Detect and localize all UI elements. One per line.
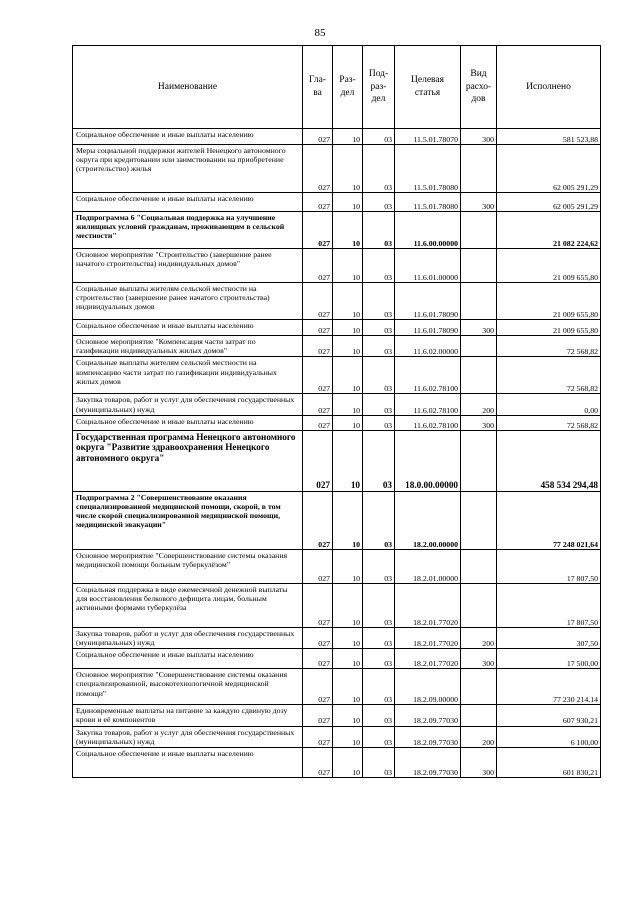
row-podrazdel: 03 <box>363 357 395 394</box>
table-row <box>73 357 601 394</box>
row-name: Единовременные выплаты на питание за каждую сдвиную дозу крови и её компонентов <box>73 705 303 726</box>
row-expense-type <box>461 549 497 583</box>
row-podrazdel: 03 <box>363 649 395 669</box>
row-expense-type: 300 <box>461 193 497 212</box>
row-executed: 21 009 655,80 <box>497 283 601 320</box>
row-executed: 307,50 <box>497 627 601 648</box>
row-podrazdel: 03 <box>363 145 395 193</box>
row-executed: 21 009 655,80 <box>497 320 601 336</box>
table-row <box>73 129 601 145</box>
row-expense-type: 300 <box>461 320 497 336</box>
row-razdel: 10 <box>333 627 363 648</box>
table-row <box>73 283 601 320</box>
table-row <box>73 320 601 336</box>
row-expense-type <box>461 705 497 726</box>
row-glava: 027 <box>303 415 333 430</box>
row-target-article: 11.6.02.78100 <box>395 357 461 394</box>
row-name: Закупка товаров, работ и услуг для обеспечения государственных (муниципальных) нужд <box>73 726 303 747</box>
row-glava: 027 <box>303 669 333 705</box>
row-expense-type: 200 <box>461 726 497 747</box>
row-glava: 027 <box>303 129 333 145</box>
row-podrazdel: 03 <box>363 320 395 336</box>
row-podrazdel: 03 <box>363 430 395 491</box>
row-target-article: 11.6.01.78090 <box>395 283 461 320</box>
row-target-article: 11.6.02.78100 <box>395 394 461 415</box>
row-target-article: 11.5.01.78080 <box>395 145 461 193</box>
table-row <box>73 415 601 430</box>
row-executed: 72 568,82 <box>497 357 601 394</box>
table-row <box>73 549 601 583</box>
budget-table <box>72 45 601 778</box>
row-glava: 027 <box>303 336 333 357</box>
row-podrazdel: 03 <box>363 249 395 283</box>
table-row <box>73 649 601 669</box>
row-target-article: 18.2.09.77030 <box>395 726 461 747</box>
row-target-article: 18.2.09.00000 <box>395 669 461 705</box>
row-razdel: 10 <box>333 583 363 627</box>
row-name: Основное мероприятие "Компенсация части затрат по газификации индивидуальных жилых домов" <box>73 336 303 357</box>
row-executed: 21 009 655,80 <box>497 249 601 283</box>
row-glava: 027 <box>303 549 333 583</box>
row-expense-type <box>461 669 497 705</box>
table-row <box>73 491 601 549</box>
row-glava: 027 <box>303 491 333 549</box>
row-executed: 17 807,50 <box>497 549 601 583</box>
row-razdel: 10 <box>333 193 363 212</box>
table-row <box>73 193 601 212</box>
row-podrazdel: 03 <box>363 212 395 249</box>
row-executed: 458 534 294,48 <box>497 430 601 491</box>
row-executed: 21 082 224,62 <box>497 212 601 249</box>
row-executed: 62 005 291,29 <box>497 193 601 212</box>
table-row <box>73 726 601 747</box>
row-target-article: 11.6.01.00000 <box>395 249 461 283</box>
row-expense-type: 300 <box>461 415 497 430</box>
row-expense-type <box>461 145 497 193</box>
row-name: Основное мероприятие "Строительство (завершение ранее начатого строительства) индивидуальных домов" <box>73 249 303 283</box>
row-podrazdel: 03 <box>363 747 395 777</box>
header-expense-type: Вид расхо- дов <box>461 46 497 129</box>
row-name: Подпрограмма 2 "Совершенствование оказания специализированной медицинской помощи, скорой, в том числе скорой специализированной медицинской помощи, медицинской эвакуации" <box>73 491 303 549</box>
table-row <box>73 212 601 249</box>
row-executed: 77 248 021,64 <box>497 491 601 549</box>
header-razdel: Раз- дел <box>333 46 363 129</box>
row-name: Меры социальной поддержки жителей Ненецкого автономного округа при кредитовании или заимствовании на приобретение (строительство) жилья <box>73 145 303 193</box>
table-row <box>73 430 601 491</box>
row-name: Основное мероприятие "Совершенствование системы оказания специализированной, высокотехнологичной медицинской помощи" <box>73 669 303 705</box>
table-row <box>73 394 601 415</box>
table-row <box>73 336 601 357</box>
row-podrazdel: 03 <box>363 669 395 705</box>
row-expense-type <box>461 283 497 320</box>
row-podrazdel: 03 <box>363 726 395 747</box>
row-expense-type: 300 <box>461 649 497 669</box>
row-glava: 027 <box>303 212 333 249</box>
row-razdel: 10 <box>333 283 363 320</box>
row-name: Подпрограмма 6 "Социальная поддержка на улучшение жилищных условий гражданам, проживающим в сельской местности" <box>73 212 303 249</box>
row-target-article: 18.2.09.77030 <box>395 705 461 726</box>
header-executed: Исполнено <box>497 46 601 129</box>
table-row <box>73 249 601 283</box>
header-target-article: Целевая статья <box>395 46 461 129</box>
row-executed: 0,00 <box>497 394 601 415</box>
row-target-article: 11.5.01.78070 <box>395 129 461 145</box>
row-expense-type: 300 <box>461 747 497 777</box>
table-header <box>73 46 601 129</box>
row-glava: 027 <box>303 726 333 747</box>
row-glava: 027 <box>303 430 333 491</box>
row-executed: 17 500,00 <box>497 649 601 669</box>
row-name: Государственная программа Ненецкого автономного округа "Развитие здравоохранения Ненецкого автономного округа" <box>73 430 303 491</box>
page-number: 85 <box>314 27 326 39</box>
row-executed: 62 005 291,29 <box>497 145 601 193</box>
row-executed: 17 807,50 <box>497 583 601 627</box>
row-razdel: 10 <box>333 145 363 193</box>
row-expense-type <box>461 583 497 627</box>
row-target-article: 11.6.01.78090 <box>395 320 461 336</box>
table-row <box>73 583 601 627</box>
row-expense-type: 300 <box>461 129 497 145</box>
row-podrazdel: 03 <box>363 705 395 726</box>
row-glava: 027 <box>303 705 333 726</box>
row-razdel: 10 <box>333 705 363 726</box>
row-target-article: 11.6.02.00000 <box>395 336 461 357</box>
row-podrazdel: 03 <box>363 583 395 627</box>
row-expense-type <box>461 491 497 549</box>
row-razdel: 10 <box>333 249 363 283</box>
row-target-article: 11.5.01.78080 <box>395 193 461 212</box>
row-razdel: 10 <box>333 394 363 415</box>
row-executed: 72 568,82 <box>497 415 601 430</box>
row-target-article: 11.6.02.78100 <box>395 415 461 430</box>
row-glava: 027 <box>303 357 333 394</box>
row-glava: 027 <box>303 320 333 336</box>
row-target-article: 18.2.01.77020 <box>395 649 461 669</box>
row-glava: 027 <box>303 394 333 415</box>
row-razdel: 10 <box>333 491 363 549</box>
row-glava: 027 <box>303 627 333 648</box>
row-razdel: 10 <box>333 747 363 777</box>
row-expense-type <box>461 336 497 357</box>
row-name: Социальное обеспечение и иные выплаты населению <box>73 649 303 669</box>
row-razdel: 10 <box>333 129 363 145</box>
header-glava: Гла- ва <box>303 46 333 129</box>
row-name: Социальная поддержка в виде ежемесячной денежной выплаты для восстановления белкового дефицита лицам, больным активными формами туберкулёза <box>73 583 303 627</box>
row-expense-type: 200 <box>461 627 497 648</box>
row-executed: 77 230 214,14 <box>497 669 601 705</box>
row-razdel: 10 <box>333 357 363 394</box>
table-row <box>73 705 601 726</box>
row-target-article: 18.2.00.00000 <box>395 491 461 549</box>
header-name: Наименование <box>73 46 303 129</box>
row-name: Социальное обеспечение и иные выплаты населению <box>73 129 303 145</box>
row-podrazdel: 03 <box>363 129 395 145</box>
row-executed: 581 523,88 <box>497 129 601 145</box>
row-razdel: 10 <box>333 415 363 430</box>
row-glava: 027 <box>303 145 333 193</box>
row-razdel: 10 <box>333 649 363 669</box>
row-glava: 027 <box>303 747 333 777</box>
row-name: Социальное обеспечение и иные выплаты населению <box>73 193 303 212</box>
row-name: Социальные выплаты жителям сельской местности на компенсацию части затрат по газификации индивидуальных жилых домов <box>73 357 303 394</box>
row-podrazdel: 03 <box>363 415 395 430</box>
row-target-article: 18.2.01.77020 <box>395 583 461 627</box>
row-expense-type <box>461 430 497 491</box>
table-row <box>73 669 601 705</box>
table-body <box>73 129 601 778</box>
table-row <box>73 145 601 193</box>
table-row <box>73 747 601 777</box>
row-executed: 607 930,21 <box>497 705 601 726</box>
row-executed: 6 100,00 <box>497 726 601 747</box>
row-target-article: 18.2.09.77030 <box>395 747 461 777</box>
row-target-article: 18.2.01.00000 <box>395 549 461 583</box>
row-podrazdel: 03 <box>363 193 395 212</box>
row-name: Социальное обеспечение и иные выплаты населению <box>73 747 303 777</box>
row-glava: 027 <box>303 193 333 212</box>
row-razdel: 10 <box>333 726 363 747</box>
row-razdel: 10 <box>333 212 363 249</box>
row-glava: 027 <box>303 249 333 283</box>
row-target-article: 11.6.00.00000 <box>395 212 461 249</box>
row-target-article: 18.0.00.00000 <box>395 430 461 491</box>
header-podrazdel: Под- раз- дел <box>363 46 395 129</box>
row-name: Основное мероприятие "Совершенствование системы оказания медицинской помощи больным туберкулёзом" <box>73 549 303 583</box>
row-razdel: 10 <box>333 669 363 705</box>
row-name: Социальные выплаты жителям сельской местности на строительство (завершение ранее начатого строительства) индивидуальных домов <box>73 283 303 320</box>
row-razdel: 10 <box>333 320 363 336</box>
row-name: Закупка товаров, работ и услуг для обеспечения государственных (муниципальных) нужд <box>73 394 303 415</box>
row-podrazdel: 03 <box>363 549 395 583</box>
row-name: Социальное обеспечение и иные выплаты населению <box>73 320 303 336</box>
row-razdel: 10 <box>333 336 363 357</box>
row-glava: 027 <box>303 283 333 320</box>
row-expense-type <box>461 249 497 283</box>
row-podrazdel: 03 <box>363 283 395 320</box>
row-name: Закупка товаров, работ и услуг для обеспечения государственных (муниципальных) нужд <box>73 627 303 648</box>
row-podrazdel: 03 <box>363 336 395 357</box>
row-podrazdel: 03 <box>363 627 395 648</box>
row-glava: 027 <box>303 649 333 669</box>
row-expense-type <box>461 212 497 249</box>
row-executed: 72 568,82 <box>497 336 601 357</box>
row-podrazdel: 03 <box>363 491 395 549</box>
row-expense-type: 200 <box>461 394 497 415</box>
row-target-article: 18.2.01.77020 <box>395 627 461 648</box>
table-row <box>73 627 601 648</box>
row-executed: 601 830,21 <box>497 747 601 777</box>
row-razdel: 10 <box>333 430 363 491</box>
row-name: Социальное обеспечение и иные выплаты населению <box>73 415 303 430</box>
row-expense-type <box>461 357 497 394</box>
row-razdel: 10 <box>333 549 363 583</box>
row-glava: 027 <box>303 583 333 627</box>
row-podrazdel: 03 <box>363 394 395 415</box>
